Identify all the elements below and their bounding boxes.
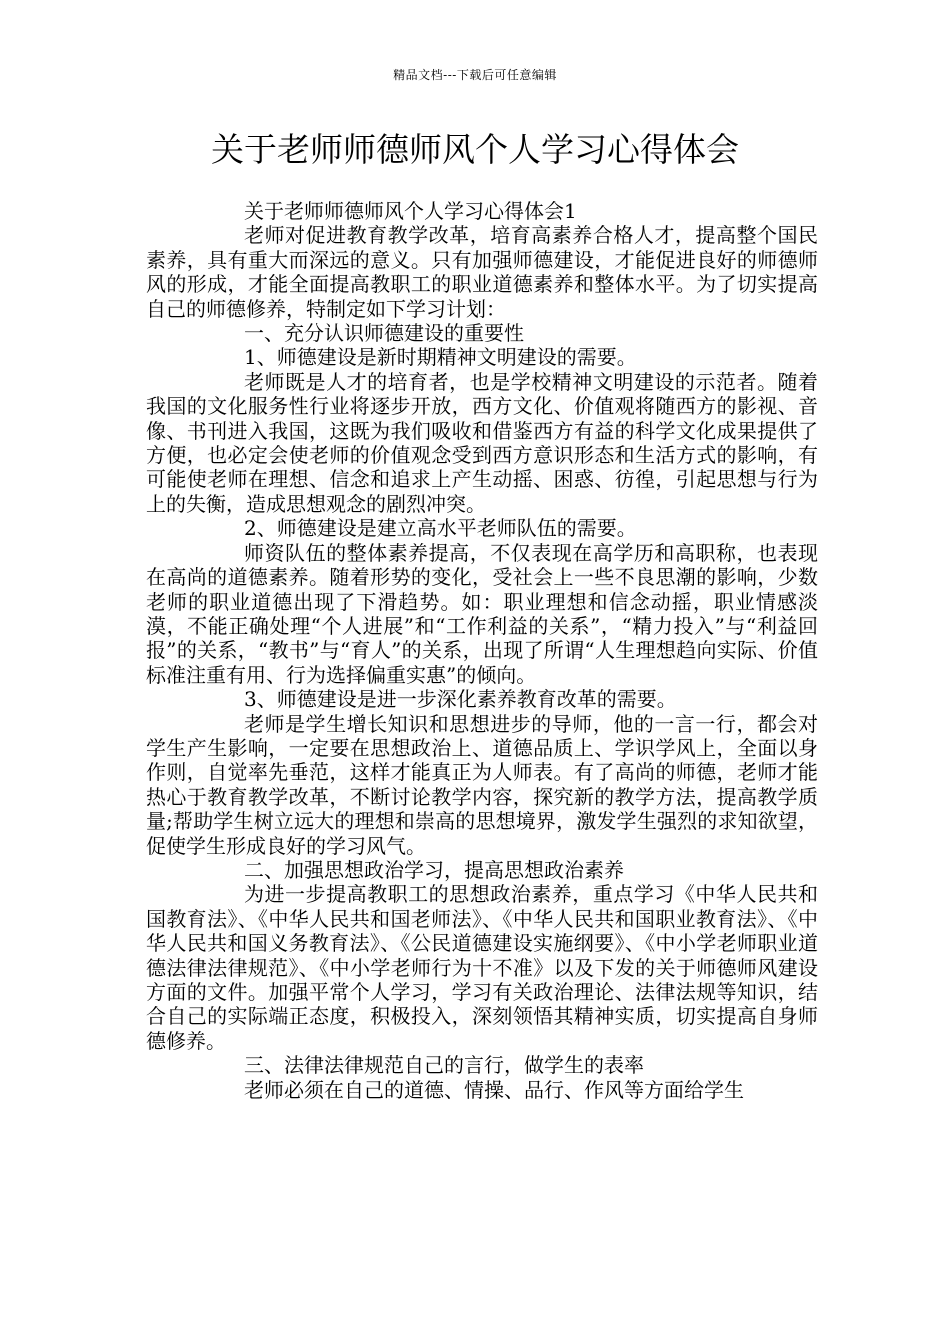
subheading-1-1: 1、师德建设是新时期精神文明建设的需要。	[244, 345, 637, 370]
paragraph-3: 老师必须在自己的道德、情操、品行、作风等方面给学生	[244, 1077, 744, 1102]
section-heading-2: 二、加强思想政治学习，提高思想政治素养	[244, 857, 624, 882]
paragraph-1-1: 老师既是人才的培育者，也是学校精神文明建设的示范者。随着我国的文化服务性行业将逐步开放，西方文化、价值观将随西方的影视、音像、书刊进入我国，这既为我们吸收和借鉴西方有益的科学文化成果提供了方便，也必定会使老师的价值观念受到西方意识形态和生活方式的影响，有可能使老师在理想、信念和追求上产生动摇、困惑、彷徨，引起思想与行为上的失衡，造成思想观念的剧烈冲突。	[146, 369, 818, 516]
paragraph-1-2: 师资队伍的整体素养提高，不仅表现在高学历和高职称，也表现在高尚的道德素养。随着形势的变化，受社会上一些不良思潮的影响，少数老师的职业道德出现了下滑趋势。如：职业理想和信念动摇，职业情感淡漠，不能正确处理“个人进展”和“工作利益的关系”，“精力投入”与“利益回报”的关系，“教书”与“育人”的关系，出现了所谓“人生理想趋向实际、价值标准注重有用、行为选择偏重实惠”的倾向。	[146, 540, 818, 687]
paragraph-2: 为进一步提高教职工的思想政治素养，重点学习《中华人民共和国教育法》、《中华人民共和国老师法》、《中华人民共和国职业教育法》、《中华人民共和国义务教育法》、《公民道德建设实施纲要》、《中小学老师职业道德法律法律规范》、《中小学老师行为十不准》以及下发的关于师德师风建设方面的文件。加强平常个人学习，学习有关政治理论、法律法规等知识，结合自己的实际端正态度，积极投入，深刻领悟其精神实质，切实提高自身师德修养。	[146, 882, 818, 1053]
subheading-1-3: 3、师德建设是进一步深化素养教育改革的需要。	[244, 687, 677, 712]
subheading-1-2: 2、师德建设是建立高水平老师队伍的需要。	[244, 516, 637, 541]
intro-paragraph: 老师对促进教育教学改革，培育高素养合格人才，提高整个国民素养，具有重大而深远的意义。只有加强师德建设，才能促进良好的师德师风的形成，才能全面提高教职工的职业道德素养和整体水平。为了切实提高自己的师德修养，特制定如下学习计划：	[146, 223, 818, 321]
section-heading-3: 三、法律法律规范自己的言行，做学生的表率	[244, 1053, 644, 1078]
document-body	[146, 199, 818, 1102]
section-subtitle: 关于老师师德师风个人学习心得体会1	[244, 199, 577, 223]
document-title: 关于老师师德师风个人学习心得体会	[211, 130, 739, 169]
paragraph-1-3: 老师是学生增长知识和思想进步的导师，他的一言一行，都会对学生产生影响，一定要在思想政治上、道德品质上、学识学风上，全面以身作则，自觉率先垂范，这样才能真正为人师表。有了高尚的师德，老师才能热心于教育教学改革，不断讨论教学内容，探究新的教学方法，提高教学质量;帮助学生树立远大的理想和崇高的思想境界，激发学生强烈的求知欲望，促使学生形成良好的学习风气。	[146, 711, 818, 858]
header-note: 精品文档---下载后可任意编辑	[393, 68, 557, 82]
section-heading-1: 一、充分认识师德建设的重要性	[244, 321, 524, 346]
